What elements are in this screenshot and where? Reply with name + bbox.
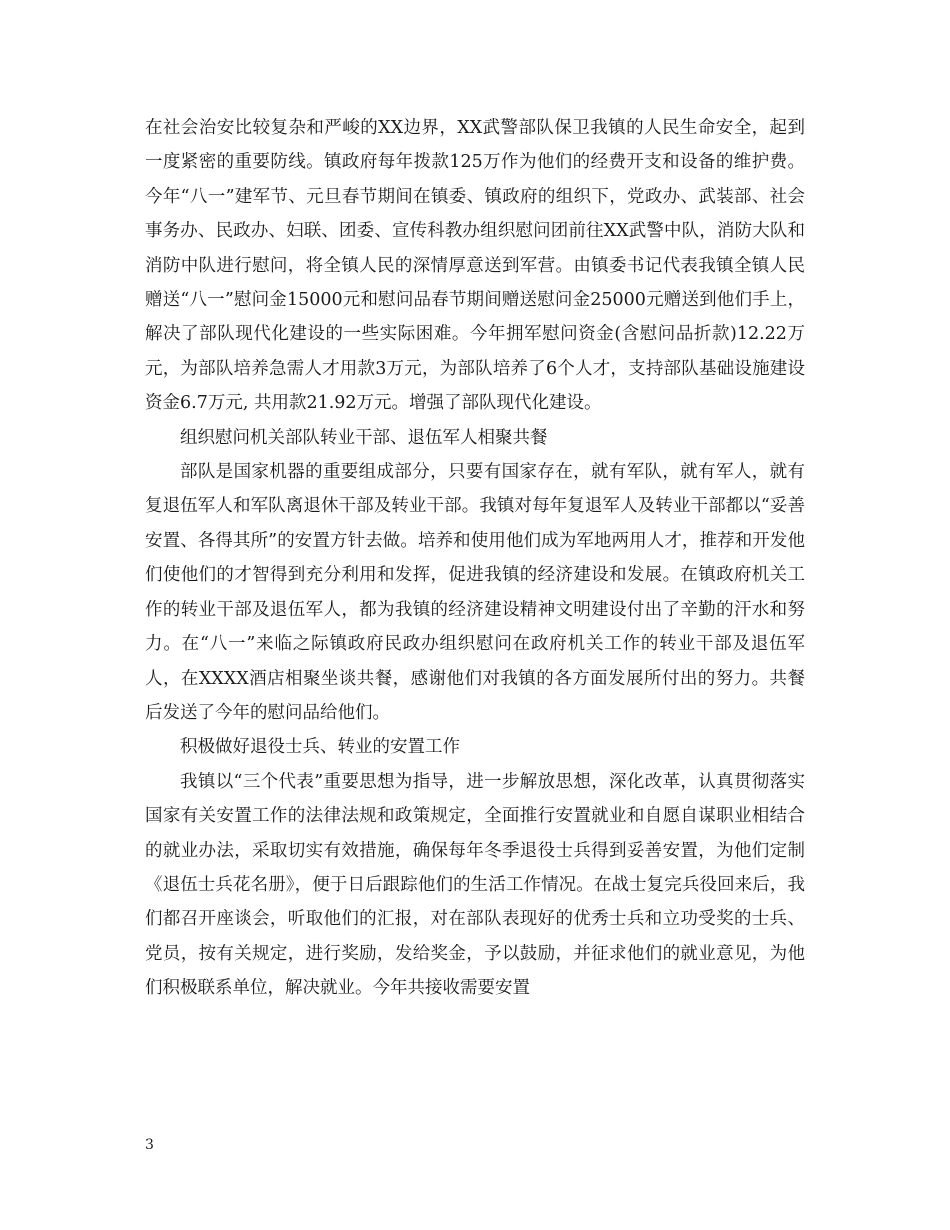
section-heading-resettlement: 积极做好退役士兵、转业的安置工作 xyxy=(180,737,460,758)
body-paragraph-cadres: 部队是国家机器的重要组成部分，只要有国家存在，就有军队，就有军人，就有复退伍军人和军队离退休干部及转业干部。我镇对每年复退军人及转业干部都以“妥善安置、各得其所”的安置方针去做。培养和使用他们成为军地两用人才，推荐和开发他们使他们的才智得到充分利用和发挥，促进我镇的经济建设和发展。在镇政府机关工作的转业干部及退伍军人，都为我镇的经济建设精神文明建设付出了辛勤的汗水和努力。在“八一”来临之际镇政府民政办组织慰问在政府机关工作的转业干部及退伍军人，在XXXX酒店相聚坐谈共餐，感谢他们对我镇的各方面发展所付出的努力。共餐后发送了今年的慰问品给他们。 xyxy=(145,462,805,723)
document-body xyxy=(145,111,805,1006)
section-heading-dining: 组织慰问机关部队转业干部、退伍军人相聚共餐 xyxy=(180,427,548,448)
body-paragraph-resettlement: 我镇以“三个代表”重要思想为指导，进一步解放思想，深化改革，认真贯彻落实国家有关安置工作的法律法规和政策规定，全面推行安置就业和自愿自谋职业相结合的就业办法，采取切实有效措施，确保每年冬季退役士兵得到妥善安置，为他们定制《退伍士兵花名册》，便于日后跟踪他们的生活工作情况。在战士复完兵役回来后，我们都召开座谈会，听取他们的汇报，对在部队表现好的优秀士兵和立功受奖的士兵、党员，按有关规定，进行奖励，发给奖金，予以鼓励，并征求他们的就业意见，为他们积极联系单位，解决就业。今年共接收需要安置 xyxy=(145,771,805,999)
page-number: 3 xyxy=(145,1137,154,1153)
body-paragraph-continued: 在社会治安比较复杂和严峻的XX边界，XX武警部队保卫我镇的人民生命安全，起到一度紧密的重要防线。镇政府每年拨款125万作为他们的经费开支和设备的维护费。今年“八一”建军节、元旦春节期间在镇委、镇政府的组织下，党政办、武装部、社会事务办、民政办、妇联、团委、宣传科教办组织慰问团前往XX武警中队，消防大队和消防中队进行慰问，将全镇人民的深情厚意送到军营。由镇委书记代表我镇全镇人民赠送“八一”慰问金15000元和慰问品春节期间赠送慰问金25000元赠送到他们手上，解决了部队现代化建设的一些实际困难。今年拥军慰问资金(含慰问品折款)12.22万元，为部队培养急需人才用款3万元，为部队培养了6个人才，支持部队基础设施建设资金6.7万元, 共用款21.92万元。增强了部队现代化建设。 xyxy=(145,118,805,414)
